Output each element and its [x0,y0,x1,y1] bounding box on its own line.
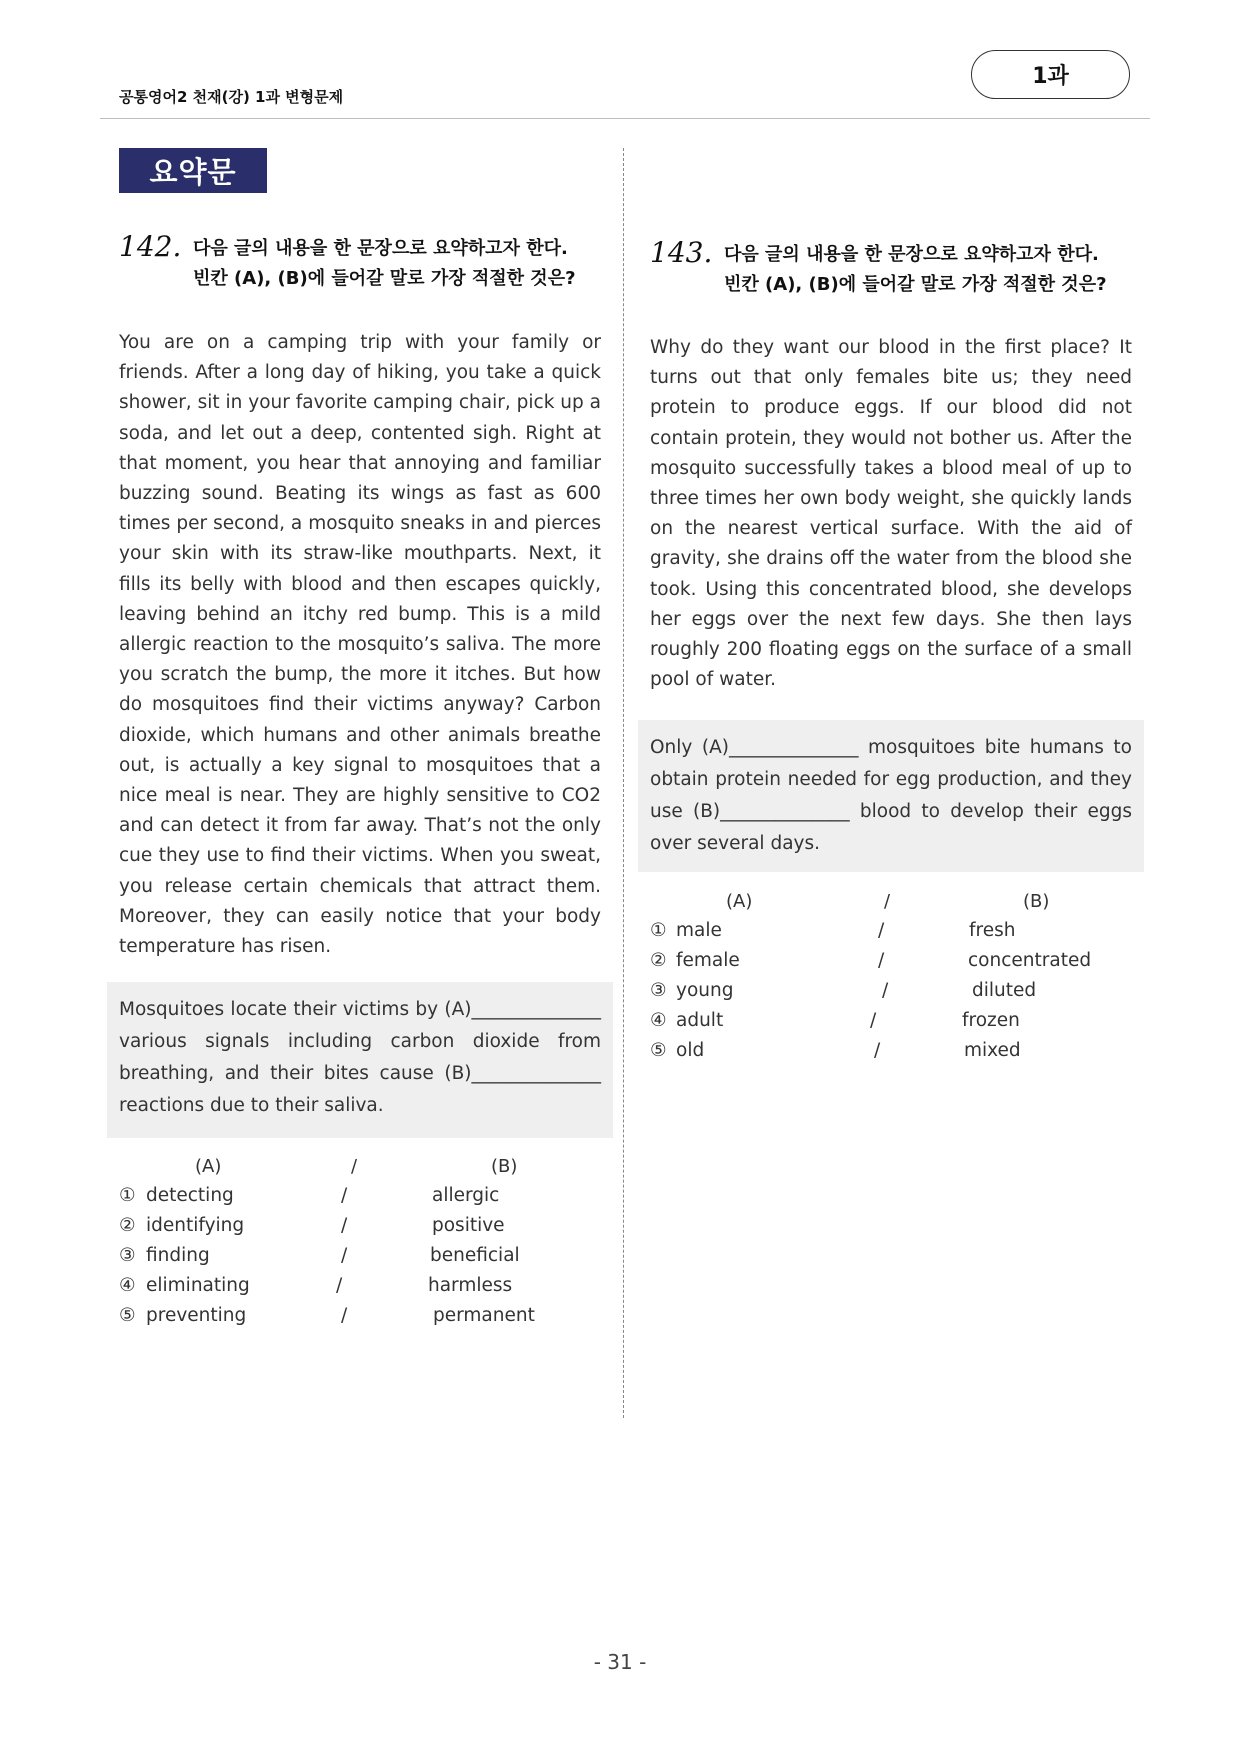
answer-choice-4[interactable] [119,1275,601,1305]
choice-mark: ⑤ [119,1305,136,1326]
choice-header-slash: / [351,1156,358,1177]
question-number: 143. [650,236,713,269]
choice-a: finding [146,1245,210,1266]
choice-slash: / [341,1215,348,1236]
choice-mark: ② [119,1215,136,1236]
choice-slash: / [870,1010,877,1031]
choice-a: adult [676,1010,724,1031]
reading-passage: Why do they want our blood in the first place? It turns out that only females bite us; they need protein to produce eggs. If our blood did not contain protein, they would not bother us. After the mosquito successfully takes a blood meal of up to three times her own body weight, she quickly lands on the nearest vertical surface. With the aid of gravity, she drains off the water from the blood she took. Using this concentrated blood, she develops her eggs over the next few days. She then lays roughly 200 floating eggs on the surface of a small pool of water. [650,337,1132,691]
choice-header-slash: / [884,891,891,912]
choice-slash: / [878,950,885,971]
reading-passage: You are on a camping trip with your family or friends. After a long day of hiking, you take a quick shower, sit in your favorite camping chair, pick up a soda, and let out a deep, contented sigh. Right at that moment, you hear that annoying and familiar buzzing sound. Beating its wings as fast as 600 times per second, a mosquito sneaks in and pierces your skin with its straw-like mouthparts. Next, it fills its belly with blood and then escapes quickly, leaving behind an itchy red bump. This is a mild allergic reaction to the mosquito’s saliva. The more you scratch the bump, the more it itches. But how do mosquitoes find their victims anyway? Carbon dioxide, which humans and other animals breathe out, is actually a key signal to mosquitoes that a nice meal is near. They are highly sensitive to CO2 and can detect it from far away. That’s not the only cue they use to find their victims. When you sweat, you release certain chemicals that attract them. Moreover, they can easily notice that your body temperature has risen. [119,332,601,958]
choice-b: fresh [969,920,1016,941]
answer-choice-5[interactable] [650,1040,1132,1070]
choice-slash: / [882,980,889,1001]
choice-a: detecting [146,1185,234,1206]
instruction-line-2: 빈칸 (A), (B)에 들어갈 말로 가장 적절한 것은? [724,274,1107,295]
choice-b: allergic [432,1185,500,1206]
choice-header-a: (A) [195,1156,222,1177]
choice-b: mixed [964,1040,1021,1061]
choice-mark: ④ [650,1010,667,1031]
choice-a: young [676,980,734,1001]
choice-mark: ⑤ [650,1040,667,1061]
answer-choice-1[interactable] [650,920,1132,950]
choice-b: diluted [972,980,1037,1001]
choice-mark: ① [119,1185,136,1206]
choice-b: frozen [962,1010,1020,1031]
choice-slash: / [878,920,885,941]
choice-mark: ③ [650,980,667,1001]
lesson-badge: 1과 [971,50,1130,99]
column-divider [623,148,624,1418]
choice-b: permanent [433,1305,535,1326]
question-instruction [193,234,603,294]
instruction-line-1: 다음 글의 내용을 한 문장으로 요약하고자 한다. [724,244,1099,265]
choice-slash: / [341,1305,348,1326]
answer-choice-2[interactable] [650,950,1132,980]
instruction-line-1: 다음 글의 내용을 한 문장으로 요약하고자 한다. [193,238,568,259]
choice-slash: / [336,1275,343,1296]
choice-a: male [676,920,722,941]
section-label: 요약문 [119,148,267,193]
choice-header-a: (A) [726,891,753,912]
choice-b: concentrated [968,950,1092,971]
choice-mark: ④ [119,1275,136,1296]
choice-b: beneficial [430,1245,520,1266]
question-instruction [724,240,1134,300]
choice-a: preventing [146,1305,247,1326]
question-number: 142. [119,230,182,263]
page-number: - 31 - [593,1650,647,1674]
answer-choice-4[interactable] [650,1010,1132,1040]
answer-choice-5[interactable] [119,1305,601,1335]
choice-a: eliminating [146,1275,250,1296]
choice-mark: ③ [119,1245,136,1266]
choice-header-b: (B) [491,1156,518,1177]
choice-slash: / [341,1245,348,1266]
choice-b: harmless [428,1275,513,1296]
answer-choice-3[interactable] [119,1245,601,1275]
answer-choice-2[interactable] [119,1215,601,1245]
instruction-line-2: 빈칸 (A), (B)에 들어갈 말로 가장 적절한 것은? [193,268,576,289]
summary-box: Only (A)______________ mosquitoes bite humans to obtain protein needed for egg production, and they use (B)______________ blood to develop their eggs over several days. [638,720,1144,872]
choice-a: identifying [146,1215,245,1236]
choice-b: positive [432,1215,505,1236]
summary-box: Mosquitoes locate their victims by (A)______________ various signals including carbon dioxide from breathing, and their bites cause (B)______________ reactions due to their saliva. [107,982,613,1138]
choice-header-b: (B) [1023,891,1050,912]
choice-a: old [676,1040,705,1061]
choice-mark: ② [650,950,667,971]
choice-slash: / [874,1040,881,1061]
choice-mark: ① [650,920,667,941]
answer-choice-3[interactable] [650,980,1132,1010]
answer-choice-1[interactable] [119,1185,601,1215]
document-header-title: 공통영어2 천재(강) 1과 변형문제 [119,88,344,106]
choice-a: female [676,950,740,971]
choice-slash: / [341,1185,348,1206]
header-divider [100,118,1150,119]
